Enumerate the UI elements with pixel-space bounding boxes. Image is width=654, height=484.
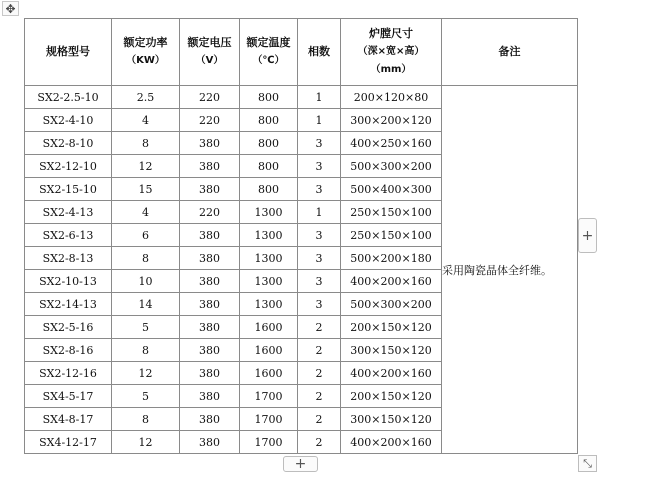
cell-size[interactable]: 400×200×160: [341, 270, 442, 293]
cell-model[interactable]: SX2-5-16: [25, 316, 112, 339]
cell-temp[interactable]: 1300: [240, 247, 298, 270]
table-resize-handle[interactable]: [578, 455, 597, 472]
cell-size[interactable]: 400×200×160: [341, 431, 442, 454]
cell-voltage[interactable]: 380: [180, 339, 240, 362]
cell-phase[interactable]: 2: [298, 362, 341, 385]
cell-size[interactable]: 200×150×120: [341, 385, 442, 408]
cell-phase[interactable]: 3: [298, 178, 341, 201]
add-row-button[interactable]: [283, 456, 318, 472]
header-phase[interactable]: 相数: [298, 19, 341, 86]
cell-temp[interactable]: 1300: [240, 270, 298, 293]
cell-voltage[interactable]: 380: [180, 224, 240, 247]
cell-model[interactable]: SX2-8-13: [25, 247, 112, 270]
plus-icon: +: [294, 456, 307, 472]
cell-model[interactable]: SX2-4-13: [25, 201, 112, 224]
cell-voltage[interactable]: 380: [180, 385, 240, 408]
cell-phase[interactable]: 1: [298, 86, 341, 109]
header-model[interactable]: 规格型号: [25, 19, 112, 86]
header-chamber-size[interactable]: 炉膛尺寸 （深×宽×高） （mm）: [341, 19, 442, 86]
spec-table: [24, 18, 578, 454]
cell-phase[interactable]: 3: [298, 155, 341, 178]
cell-size[interactable]: 300×150×120: [341, 339, 442, 362]
cell-phase[interactable]: 1: [298, 201, 341, 224]
cell-phase[interactable]: 1: [298, 109, 341, 132]
cell-temp[interactable]: 1700: [240, 408, 298, 431]
cell-temp[interactable]: 800: [240, 155, 298, 178]
cell-model[interactable]: SX4-5-17: [25, 385, 112, 408]
cell-model[interactable]: SX2-8-10: [25, 132, 112, 155]
header-power[interactable]: 额定功率 （KW）: [112, 19, 180, 86]
cell-voltage[interactable]: 380: [180, 270, 240, 293]
cell-phase[interactable]: 3: [298, 247, 341, 270]
cell-voltage[interactable]: 220: [180, 86, 240, 109]
cell-model[interactable]: SX2-12-16: [25, 362, 112, 385]
cell-size[interactable]: 200×150×120: [341, 316, 442, 339]
cell-model[interactable]: SX4-12-17: [25, 431, 112, 454]
cell-phase[interactable]: 3: [298, 132, 341, 155]
cell-power[interactable]: 10: [112, 270, 180, 293]
cell-model[interactable]: SX2-4-10: [25, 109, 112, 132]
cell-voltage[interactable]: 380: [180, 247, 240, 270]
cell-power[interactable]: 5: [112, 385, 180, 408]
cell-size[interactable]: 400×250×160: [341, 132, 442, 155]
table-move-handle[interactable]: [2, 1, 19, 16]
cell-temp[interactable]: 1600: [240, 316, 298, 339]
cell-voltage[interactable]: 380: [180, 132, 240, 155]
cell-voltage[interactable]: 380: [180, 178, 240, 201]
cell-power[interactable]: 6: [112, 224, 180, 247]
cell-voltage[interactable]: 380: [180, 293, 240, 316]
cell-model[interactable]: SX2-15-10: [25, 178, 112, 201]
cell-power[interactable]: 12: [112, 362, 180, 385]
add-column-button[interactable]: [578, 218, 597, 253]
cell-model[interactable]: SX4-8-17: [25, 408, 112, 431]
cell-size[interactable]: 300×150×120: [341, 408, 442, 431]
cell-power[interactable]: 8: [112, 247, 180, 270]
cell-temp[interactable]: 800: [240, 178, 298, 201]
cell-phase[interactable]: 3: [298, 270, 341, 293]
header-voltage[interactable]: 额定电压 （V）: [180, 19, 240, 86]
cell-phase[interactable]: 3: [298, 293, 341, 316]
cell-size[interactable]: 500×400×300: [341, 178, 442, 201]
cell-voltage[interactable]: 380: [180, 408, 240, 431]
cell-model[interactable]: SX2-6-13: [25, 224, 112, 247]
cell-model[interactable]: SX2-8-16: [25, 339, 112, 362]
cell-phase[interactable]: 2: [298, 408, 341, 431]
cell-phase[interactable]: 2: [298, 385, 341, 408]
cell-temp[interactable]: 800: [240, 132, 298, 155]
cell-power[interactable]: 8: [112, 408, 180, 431]
cell-temp[interactable]: 1700: [240, 431, 298, 454]
cell-phase[interactable]: 2: [298, 339, 341, 362]
header-note[interactable]: 备注: [442, 19, 578, 86]
header-row: [25, 19, 578, 86]
cell-size[interactable]: 500×300×200: [341, 155, 442, 178]
cell-size[interactable]: 250×150×100: [341, 201, 442, 224]
move-icon: ✥: [5, 1, 16, 16]
cell-temp[interactable]: 1300: [240, 293, 298, 316]
cell-voltage[interactable]: 220: [180, 109, 240, 132]
cell-temp[interactable]: 800: [240, 109, 298, 132]
cell-model[interactable]: SX2-2.5-10: [25, 86, 112, 109]
cell-temp[interactable]: 1300: [240, 201, 298, 224]
cell-temp[interactable]: 1700: [240, 385, 298, 408]
cell-phase[interactable]: 2: [298, 316, 341, 339]
cell-temp[interactable]: 1300: [240, 224, 298, 247]
resize-icon: ⤡: [583, 456, 592, 470]
cell-voltage[interactable]: 380: [180, 155, 240, 178]
cell-temp[interactable]: 800: [240, 86, 298, 109]
cell-model[interactable]: SX2-14-13: [25, 293, 112, 316]
plus-icon: +: [581, 227, 594, 244]
cell-voltage[interactable]: 380: [180, 431, 240, 454]
cell-voltage[interactable]: 380: [180, 316, 240, 339]
cell-power[interactable]: 15: [112, 178, 180, 201]
cell-size[interactable]: 400×200×160: [341, 362, 442, 385]
cell-size[interactable]: 300×200×120: [341, 109, 442, 132]
cell-power[interactable]: 4: [112, 109, 180, 132]
cell-size[interactable]: 200×120×80: [341, 86, 442, 109]
cell-power[interactable]: 4: [112, 201, 180, 224]
cell-phase[interactable]: 2: [298, 431, 341, 454]
cell-power[interactable]: 8: [112, 339, 180, 362]
cell-model[interactable]: SX2-10-13: [25, 270, 112, 293]
cell-temp[interactable]: 1600: [240, 362, 298, 385]
cell-size[interactable]: 250×150×100: [341, 224, 442, 247]
cell-phase[interactable]: 3: [298, 224, 341, 247]
cell-voltage[interactable]: 220: [180, 201, 240, 224]
cell-power[interactable]: 12: [112, 155, 180, 178]
header-temperature[interactable]: 额定温度 （℃）: [240, 19, 298, 86]
cell-size[interactable]: 500×300×200: [341, 293, 442, 316]
cell-power[interactable]: 14: [112, 293, 180, 316]
cell-size[interactable]: 500×200×180: [341, 247, 442, 270]
cell-power[interactable]: 12: [112, 431, 180, 454]
cell-note[interactable]: 采用陶瓷晶体全纤维。: [442, 86, 578, 454]
table-body: [25, 86, 578, 454]
cell-voltage[interactable]: 380: [180, 362, 240, 385]
cell-power[interactable]: 8: [112, 132, 180, 155]
cell-power[interactable]: 2.5: [112, 86, 180, 109]
cell-temp[interactable]: 1600: [240, 339, 298, 362]
cell-model[interactable]: SX2-12-10: [25, 155, 112, 178]
cell-power[interactable]: 5: [112, 316, 180, 339]
table-row: [25, 86, 578, 109]
